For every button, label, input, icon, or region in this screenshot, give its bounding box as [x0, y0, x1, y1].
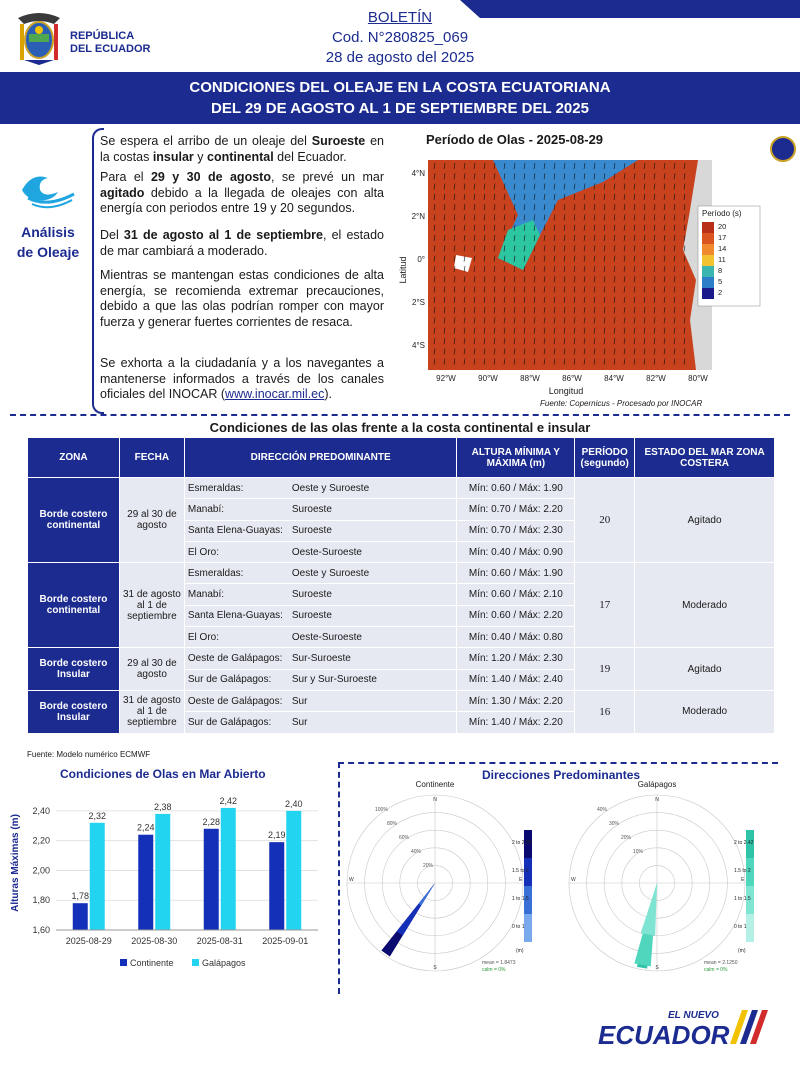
rose-mean: mean = 2.1250 — [704, 960, 738, 966]
legend-swatch — [702, 255, 714, 266]
date-cell: 31 de agosto al 1 de septiembre — [119, 690, 184, 733]
svg-text:EL NUEVO: EL NUEVO — [668, 1010, 719, 1021]
bulletin-label: BOLETÍN — [367, 9, 433, 26]
lon-tick-label: 80°W — [688, 374, 708, 383]
data-label: 2,28 — [202, 816, 221, 827]
bar-galápagos — [286, 811, 301, 930]
direction-value: Sur — [291, 716, 308, 728]
coat-of-arms-icon — [14, 10, 64, 66]
ring-label: 60% — [399, 835, 410, 841]
direction-value: Oeste y Suroeste — [291, 567, 370, 579]
data-label: 2,38 — [153, 801, 172, 812]
direction-value: Oeste y Suroeste — [291, 482, 370, 494]
paragraph-5 — [100, 356, 384, 403]
height-cell: Mín: 0.60 / Máx: 2.20 — [457, 605, 575, 626]
legend-swatch — [702, 266, 714, 277]
y-tick-label: 2,40 — [32, 805, 50, 816]
rose-title: Continente — [415, 780, 455, 789]
direction-value: Sur — [291, 695, 308, 707]
lon-tick-label: 82°W — [646, 374, 666, 383]
y-tick-label: 2,00 — [32, 865, 50, 876]
bar-continente — [269, 842, 284, 930]
legend-value: 11 — [718, 255, 726, 264]
paragraph-4: Mientras se mantengan estas condiciones de alta energía, se recomienda extremar precauciones, debido a que las olas podrían romper con mayor fuerza y generar fuertes corrientes de resaca. — [100, 268, 384, 329]
rose-mean: mean = 1.8473 — [482, 960, 516, 966]
paragraph-3: Del 31 de agosto al 1 de septiembre, el estado de mar cambiará a moderado. — [100, 228, 385, 258]
height-cell: Mín: 0.40 / Máx: 0.90 — [457, 541, 575, 562]
lat-tick-label: 4°N — [411, 169, 425, 178]
data-label: 2,19 — [267, 830, 286, 841]
direction-value: Oeste-Suroeste — [291, 631, 362, 643]
section-divider — [10, 414, 790, 416]
direction-cell — [184, 605, 457, 626]
location-label: Esmeraldas: — [187, 567, 244, 579]
direction-cell — [184, 712, 457, 733]
country-line1: REPÚBLICA — [70, 30, 135, 42]
map-title: Período de Olas - 2025-08-29 — [426, 132, 604, 147]
wave-icon — [18, 168, 78, 208]
ring-label: 20% — [423, 863, 434, 869]
legend-value: 17 — [718, 233, 727, 242]
header-date: FECHA — [119, 438, 184, 478]
table-source: Fuente: Modelo numérico ECMWF — [27, 750, 151, 759]
legend-value: 20 — [718, 222, 727, 231]
period-cell: 20 — [575, 478, 635, 563]
data-label: 2,24 — [136, 822, 155, 833]
lon-tick-label: 92°W — [436, 374, 456, 383]
header-direction: DIRECCIÓN PREDOMINANTE — [184, 438, 457, 478]
direction-cell — [184, 541, 457, 562]
location-label: Oeste de Galápagos: — [187, 653, 283, 665]
location-label: Esmeraldas: — [187, 482, 244, 494]
period-cell: 19 — [575, 648, 635, 691]
ring-label: 100% — [375, 807, 388, 813]
height-cell: Mín: 0.40 / Máx: 0.80 — [457, 627, 575, 648]
direction-value: Oeste-Suroeste — [291, 546, 362, 558]
direction-value: Suroeste — [291, 503, 332, 515]
location-label: Santa Elena-Guayas: — [187, 610, 283, 622]
sea-state-cell: Moderado — [635, 690, 775, 733]
direction-value: Sur y Sur-Suroeste — [291, 674, 377, 686]
rose-legend-label: 0 to 1 — [734, 924, 747, 930]
height-cell: Mín: 0.60 / Máx: 1.90 — [457, 478, 575, 499]
bulletin-header — [300, 8, 500, 68]
y-axis-label: Alturas Máximas (m) — [10, 814, 21, 912]
legend-swatch — [702, 288, 714, 299]
location-label: El Oro: — [187, 631, 219, 643]
legend-value: 5 — [718, 277, 723, 286]
header-period: PERÍODO (segundo) — [575, 438, 635, 478]
wave-period-map — [398, 150, 742, 410]
height-cell: Mín: 0.60 / Máx: 1.90 — [457, 563, 575, 584]
rose-legend-label: 2 to 2.42 — [734, 840, 754, 846]
el-nuevo-ecuador-logo — [596, 1004, 776, 1052]
compass-n: N — [433, 797, 437, 803]
compass-w: W — [349, 877, 354, 883]
direction-cell — [184, 499, 457, 520]
paragraph-5-text: Se exhorta a la ciudadanía y a los navegantes a mantenerse informados a través de los canales oficiales del INOCAR ( — [100, 356, 384, 401]
map-ylabel: Latitud — [398, 256, 408, 284]
ring-label: 80% — [387, 821, 398, 827]
direction-value: Suroeste — [291, 610, 332, 622]
compass-s: S — [433, 965, 437, 971]
height-cell: Mín: 0.70 / Máx: 2.30 — [457, 520, 575, 541]
svg-text:ECUADOR: ECUADOR — [598, 1020, 730, 1050]
height-cell: Mín: 0.60 / Máx: 2.10 — [457, 584, 575, 605]
horizontal-divider — [338, 762, 778, 764]
rose-legend-label: 2 to 2.28 — [512, 840, 532, 846]
table-row — [28, 563, 775, 584]
compass-w: W — [571, 877, 576, 883]
direction-value: Suroeste — [291, 589, 332, 601]
compass-n: N — [655, 797, 659, 803]
legend-value: 8 — [718, 266, 723, 275]
rose-legend-label: 0 to 1 — [512, 924, 525, 930]
date-cell: 29 al 30 de agosto — [119, 478, 184, 563]
data-label: 1,78 — [71, 891, 90, 902]
data-label: 2,32 — [88, 810, 107, 821]
location-label: Manabí: — [187, 589, 225, 601]
table-row — [28, 690, 775, 711]
rose-calm: calm = 0% — [704, 967, 728, 973]
lon-tick-label: 84°W — [604, 374, 624, 383]
bulletin-code: Cod. N°280825_069 — [331, 29, 469, 46]
location-label: Santa Elena-Guayas: — [187, 525, 283, 537]
legend-title: Período (s) — [702, 209, 742, 218]
legend-label: Continente — [130, 958, 174, 968]
title-line1: CONDICIONES DEL OLEAJE EN LA COSTA ECUATORIANA — [189, 79, 611, 96]
data-label: 2,40 — [284, 798, 303, 809]
table-row — [28, 648, 775, 669]
compass-e: E — [519, 877, 523, 883]
analysis-label — [10, 222, 86, 262]
location-label: Oeste de Galápagos: — [187, 695, 283, 707]
rose-title: Galápagos — [637, 780, 677, 789]
rose-legend-label: 1 to 1.5 — [512, 896, 529, 902]
legend-value: 14 — [718, 244, 727, 253]
y-tick-label: 2,20 — [32, 835, 50, 846]
map-xlabel: Longitud — [548, 386, 584, 396]
bar-galápagos — [90, 823, 105, 930]
direction-cell — [184, 627, 457, 648]
legend-swatch — [120, 959, 127, 966]
header-height: ALTURA MÍNIMA Y MÁXIMA (m) — [457, 438, 575, 478]
table-header-row — [28, 438, 775, 478]
ring-label: 10% — [633, 849, 644, 855]
directions-title: Direcciones Predominantes — [482, 768, 641, 782]
bar-chart-title: Condiciones de Olas en Mar Abierto — [60, 767, 266, 781]
x-tick-label: 2025-09-01 — [262, 936, 309, 946]
lat-tick-label: 2°S — [412, 298, 425, 307]
direction-value: Suroeste — [291, 525, 332, 537]
bar-galápagos — [155, 814, 170, 930]
zone-cell: Borde costero continental — [28, 563, 120, 648]
legend-swatch — [192, 959, 199, 966]
direction-cell — [184, 648, 457, 669]
sea-state-cell: Agitado — [635, 648, 775, 691]
location-label: Sur de Galápagos: — [187, 674, 272, 686]
ring-label: 40% — [597, 807, 608, 813]
location-label: Manabí: — [187, 503, 225, 515]
legend-swatch — [702, 244, 714, 255]
height-cell: Mín: 1.40 / Máx: 2.40 — [457, 669, 575, 690]
title-line2: DEL 29 DE AGOSTO AL 1 DE SEPTIEMBRE DEL 2025 — [211, 100, 589, 117]
x-tick-label: 2025-08-29 — [65, 936, 112, 946]
paragraph-2: Para el 29 y 30 de agosto, se prevé un mar agitado debido a la llegada de oleajes con alta energía con periodos entre 19 y 20 segundos. — [100, 170, 384, 215]
lat-tick-label: 2°N — [411, 212, 425, 221]
header-zone: ZONA — [28, 438, 120, 478]
period-cell: 16 — [575, 690, 635, 733]
sea-state-cell: Agitado — [635, 478, 775, 563]
direction-cell — [184, 563, 457, 584]
rose-unit: (m) — [738, 948, 746, 954]
direction-cell — [184, 690, 457, 711]
height-cell: Mín: 1.20 / Máx: 2.30 — [457, 648, 575, 669]
lon-tick-label: 90°W — [478, 374, 498, 383]
rose-legend-swatch — [746, 914, 754, 942]
rose-legend-label: 1.5 to 2 — [512, 868, 529, 874]
analysis-label-line2: de Oleaje — [16, 244, 80, 260]
location-label: Sur de Galápagos: — [187, 716, 272, 728]
zone-cell: Borde costero Insular — [28, 690, 120, 733]
zone-cell: Borde costero continental — [28, 478, 120, 563]
country-line2: DEL ECUADOR — [70, 43, 151, 55]
lat-tick-label: 4°S — [412, 341, 425, 350]
location-label: El Oro: — [187, 546, 219, 558]
sea-state-cell: Moderado — [635, 563, 775, 648]
conditions-table — [27, 437, 775, 734]
table-row — [28, 478, 775, 499]
direction-cell — [184, 584, 457, 605]
inocar-link[interactable]: www.inocar.mil.ec — [225, 387, 325, 401]
bar-continente — [204, 829, 219, 930]
analysis-label-line1: Análisis — [21, 224, 75, 240]
open-sea-bar-chart — [8, 782, 328, 982]
paragraph-5-end: ). — [324, 387, 333, 401]
legend-label: Galápagos — [202, 958, 246, 968]
ring-label: 20% — [621, 835, 632, 841]
x-tick-label: 2025-08-30 — [131, 936, 178, 946]
direction-value: Sur-Suroeste — [291, 653, 351, 665]
rose-legend-label: 1.5 to 2 — [734, 868, 751, 874]
direction-cell — [184, 669, 457, 690]
title-banner — [0, 72, 800, 124]
rose-continente — [340, 778, 540, 988]
zone-cell: Borde costero Insular — [28, 648, 120, 691]
data-label: 2,42 — [219, 795, 238, 806]
legend-swatch — [702, 277, 714, 288]
date-cell: 31 de agosto al 1 de septiembre — [119, 563, 184, 648]
lon-tick-label: 88°W — [520, 374, 540, 383]
period-cell: 17 — [575, 563, 635, 648]
height-cell: Mín: 0.70 / Máx: 2.20 — [457, 499, 575, 520]
bar-continente — [138, 835, 153, 930]
rose-galapagos — [562, 778, 762, 988]
rose-calm: calm = 0% — [482, 967, 506, 973]
rose-legend-label: 1 to 1.5 — [734, 896, 751, 902]
x-tick-label: 2025-08-31 — [196, 936, 243, 946]
table-title: Condiciones de las olas frente a la costa continental e insular — [209, 420, 591, 435]
y-tick-label: 1,80 — [32, 895, 50, 906]
header-sea-state: ESTADO DEL MAR ZONA COSTERA — [635, 438, 775, 478]
compass-e: E — [741, 877, 745, 883]
inocar-seal-icon — [770, 136, 796, 162]
lon-tick-label: 86°W — [562, 374, 582, 383]
height-cell: Mín: 1.30 / Máx: 2.20 — [457, 690, 575, 711]
ring-label: 40% — [411, 849, 422, 855]
bulletin-date: 28 de agosto del 2025 — [325, 49, 475, 66]
lat-tick-label: 0° — [417, 255, 425, 264]
date-cell: 29 al 30 de agosto — [119, 648, 184, 691]
legend-value: 2 — [718, 288, 723, 297]
bar-galápagos — [221, 808, 236, 930]
map-source: Fuente: Copernicus - Procesado por INOCAR — [540, 399, 703, 408]
legend-swatch — [702, 222, 714, 233]
legend-swatch — [702, 233, 714, 244]
direction-cell — [184, 478, 457, 499]
height-cell: Mín: 1.40 / Máx: 2.20 — [457, 712, 575, 733]
direction-cell — [184, 520, 457, 541]
y-tick-label: 1,60 — [32, 925, 50, 935]
ring-label: 30% — [609, 821, 620, 827]
bar-continente — [73, 903, 88, 930]
compass-s: S — [655, 965, 659, 971]
paragraph-1: Se espera el arribo de un oleaje del Suroeste en la costas insular y continental del Ecuador. — [100, 134, 384, 164]
country-name — [70, 30, 150, 56]
rose-legend-swatch — [524, 914, 532, 942]
rose-unit: (m) — [516, 948, 524, 954]
